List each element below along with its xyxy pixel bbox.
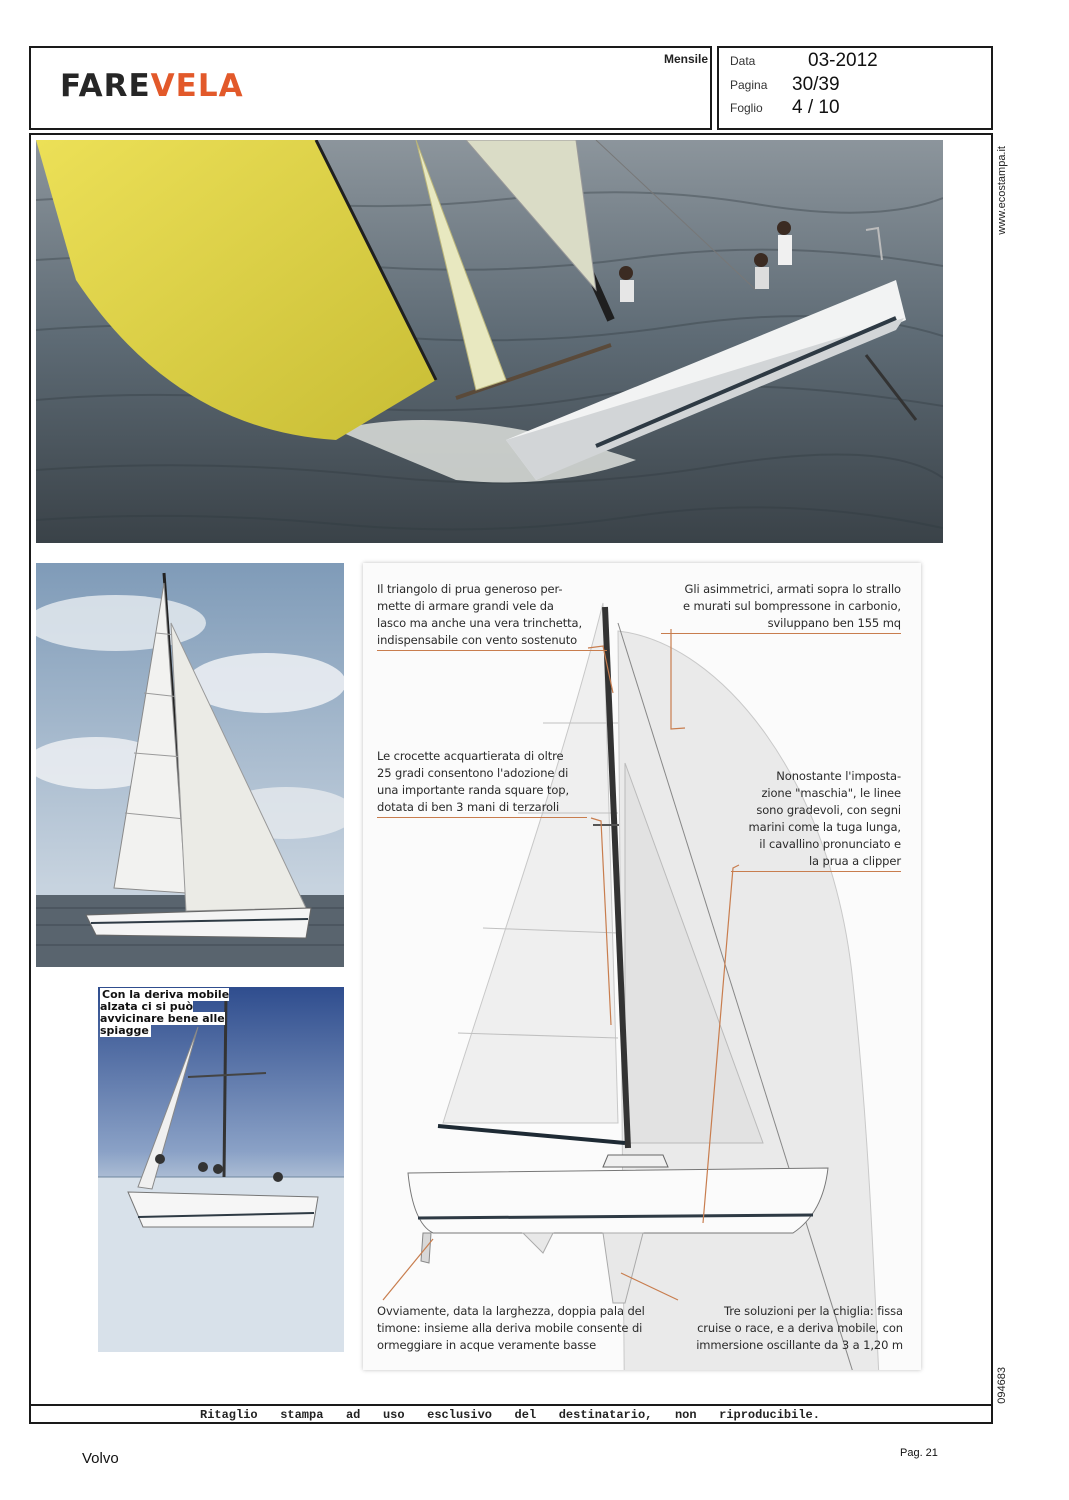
- notice-word: stampa: [280, 1408, 324, 1422]
- caption-spreaders: [377, 748, 587, 818]
- website-vertical: www.ecostampa.it: [996, 146, 1008, 235]
- caption-bow-triangle: [377, 581, 607, 651]
- page-label: Pagina: [730, 78, 768, 92]
- rig-diagram: [363, 563, 921, 1370]
- archive-code-vertical: 094683: [996, 1367, 1008, 1404]
- notice-word: Ritaglio: [200, 1408, 258, 1422]
- caption-bow-triangle-text: Il triangolo di prua generoso per- mette di armare grandi vele da lasco ma anche una vera trinchetta, indispensabile con vento sostenuto: [377, 582, 583, 647]
- page-value: 30/39: [792, 74, 840, 95]
- caption-keel-text: Tre soluzioni per la chiglia: fissa cruise o race, e a deriva mobile, con immersione oscillante da 3 a 1,20 m: [696, 1304, 903, 1352]
- notice-word: non: [674, 1408, 697, 1422]
- caption-lines: [731, 768, 901, 872]
- caption-asymmetric-text: Gli asimmetrici, armati sopra lo strallo e murati sul bompressone in carbonio, sviluppano ben 155 mq: [683, 582, 901, 630]
- sheet-label: Foglio: [730, 101, 763, 115]
- date-value: 03-2012: [808, 50, 878, 71]
- caption-rudder-text: Ovviamente, data la larghezza, doppia pala del timone: insieme alla deriva mobile consente di ormeggiare in acque veramente basse: [377, 1304, 645, 1352]
- beach-approach-photo: [98, 987, 344, 1352]
- logo-part-fare: FARE: [60, 68, 151, 104]
- notice-word: ad: [345, 1408, 361, 1422]
- notice-word: destinatario,: [558, 1408, 653, 1422]
- footer-divider: [30, 1404, 992, 1406]
- page-number: Pag. 21: [900, 1447, 938, 1459]
- side-profile-photo: [36, 563, 344, 967]
- client-name: Volvo: [82, 1450, 119, 1467]
- notice-word: riproducibile.: [719, 1408, 820, 1422]
- caption-rudder: [377, 1303, 677, 1354]
- caption-keel: [671, 1303, 903, 1354]
- rig-diagram-panel: [363, 563, 921, 1370]
- reproduction-notice: [200, 1408, 820, 1422]
- caption-lines-text: Nonostante l'imposta- zione "maschia", le linee sono gradevoli, con segni marini come la tuga lunga, il cavallino pronunciato e la prua a clipper: [748, 769, 901, 868]
- caption-asymmetric: [661, 581, 901, 634]
- frequency-label: Mensile: [664, 52, 709, 66]
- notice-word: uso: [382, 1408, 405, 1422]
- notice-word: esclusivo: [427, 1408, 492, 1422]
- beach-photo-caption-text: Con la deriva mobile alzata ci si può avvicinare bene alle spiagge: [100, 988, 230, 1037]
- hero-photo-sailing: [36, 140, 943, 543]
- sheet-value: 4 / 10: [792, 97, 840, 118]
- publication-logo: [60, 68, 244, 104]
- date-label: Data: [730, 54, 756, 68]
- logo-part-vela: VELA: [150, 68, 244, 104]
- caption-spreaders-text: Le crocette acquartierata di oltre 25 gradi consentono l'adozione di una importante randa square top, dotata di ben 3 mani di terzaroli: [377, 749, 570, 814]
- notice-word: del: [514, 1408, 537, 1422]
- beach-photo-caption: [100, 989, 230, 1037]
